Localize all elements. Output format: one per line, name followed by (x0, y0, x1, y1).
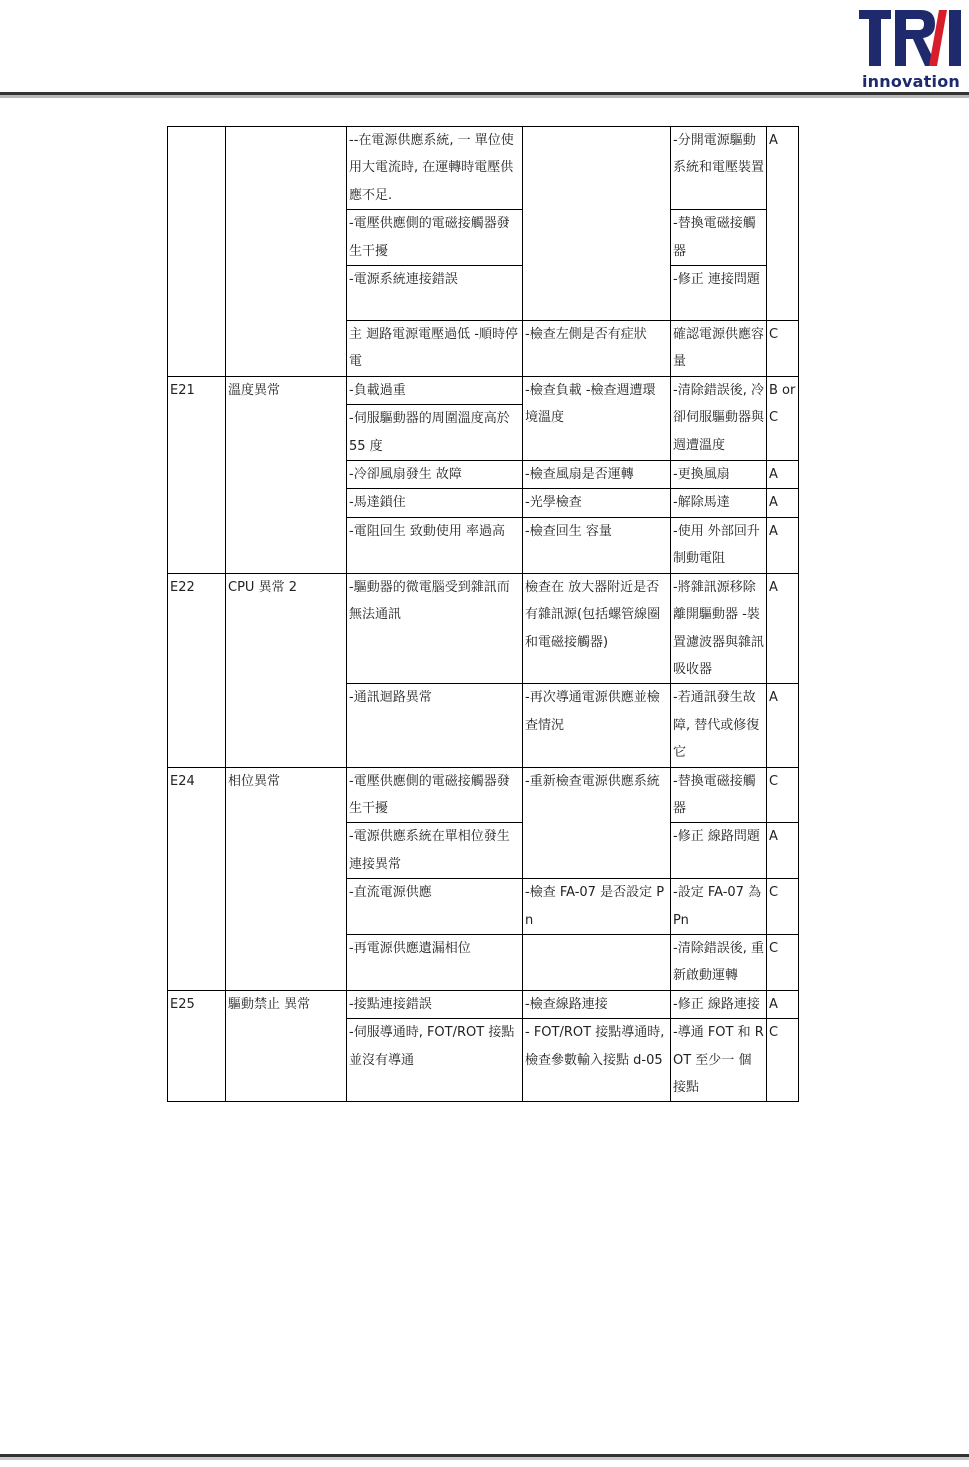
action-cell: -分開電源驅動系統和電壓裝置 (671, 127, 767, 210)
grade-cell: A (767, 823, 799, 879)
table-row (168, 767, 799, 823)
check-cell: -再次導通電源供應並檢查情況 (523, 684, 671, 767)
check-cell (523, 934, 671, 990)
code-cell: E22 (168, 573, 226, 767)
check-cell: -檢查線路連接 (523, 990, 671, 1018)
action-cell: -導通 FOT 和 ROT 至少一 個接點 (671, 1019, 767, 1102)
table-row (168, 376, 799, 404)
name-cell: CPU 異常 2 (226, 573, 347, 767)
action-cell: -使用 外部回升制動電阻 (671, 517, 767, 573)
cause-cell: -伺服導通時, FOT/ROT 接點並沒有導通 (347, 1019, 523, 1102)
table-row (168, 990, 799, 1018)
action-cell: -更換風扇 (671, 461, 767, 489)
action-cell: -修正 線路連接 (671, 990, 767, 1018)
code-cell: E21 (168, 376, 226, 573)
cause-cell: -電壓供應側的電磁接觸器發生干擾 (347, 767, 523, 823)
code-cell: E24 (168, 767, 226, 990)
check-cell: -檢查左側是否有症狀 (523, 321, 671, 377)
name-cell: 相位異常 (226, 767, 347, 990)
grade-cell: A (767, 489, 799, 517)
check-cell: -檢查負載 -檢查週遭環境溫度 (523, 376, 671, 460)
action-cell: 確認電源供應容量 (671, 321, 767, 377)
action-cell: -若通訊發生故障, 替代或修復它 (671, 684, 767, 767)
grade-cell: C (767, 879, 799, 935)
action-cell: -解除馬達 (671, 489, 767, 517)
header-rule-shadow (0, 95, 969, 98)
action-cell: -清除錯誤後, 重新啟動運轉 (671, 934, 767, 990)
action-cell: -設定 FA-07 為 Pn (671, 879, 767, 935)
grade-cell: B or C (767, 376, 799, 460)
grade-cell: A (767, 684, 799, 767)
cause-cell: -伺服驅動器的周圍溫度高於 55 度 (347, 405, 523, 461)
logo-subtitle: innovation (862, 72, 960, 91)
name-cell (226, 127, 347, 377)
cause-cell: -再電源供應遺漏相位 (347, 934, 523, 990)
name-cell: 溫度異常 (226, 376, 347, 573)
cause-cell: -冷卻風扇發生 故障 (347, 461, 523, 489)
check-cell: -光學檢查 (523, 489, 671, 517)
action-cell: -修正 線路問題 (671, 823, 767, 879)
check-cell: -重新檢查電源供應系統 (523, 767, 671, 879)
code-cell (168, 127, 226, 377)
check-cell: -檢查回生 容量 (523, 517, 671, 573)
table-row (168, 573, 799, 684)
grade-cell: C (767, 1019, 799, 1102)
action-cell: -替換電磁接觸器 (671, 210, 767, 266)
check-cell: -檢查風扇是否運轉 (523, 461, 671, 489)
cause-cell: -驅動器的微電腦受到雜訊而 無法通訊 (347, 573, 523, 684)
cause-cell: -通訊迴路異常 (347, 684, 523, 767)
cause-cell: -負載過重 (347, 376, 523, 404)
cause-cell: -電源供應系統在單相位發生 連接異常 (347, 823, 523, 879)
cause-cell: -電壓供應側的電磁接觸器發生干擾 (347, 210, 523, 266)
grade-cell: A (767, 461, 799, 489)
action-cell: -修正 連接問題 (671, 266, 767, 321)
action-cell: -替換電磁接觸器 (671, 767, 767, 823)
cause-cell: -直流電源供應 (347, 879, 523, 935)
check-cell: -檢查 FA-07 是否設定 Pn (523, 879, 671, 935)
footer-rule-shadow (0, 1457, 969, 1460)
cause-cell: --在電源供應系統, 一 單位使用大電流時, 在運轉時電壓供應不足. (347, 127, 523, 210)
cause-cell: -馬達鎖住 (347, 489, 523, 517)
cause-cell: -電源系統連接錯誤 (347, 266, 523, 321)
grade-cell: C (767, 321, 799, 377)
cause-cell: -電阻回生 致動使用 率過高 (347, 517, 523, 573)
cause-cell: 主 迴路電源電壓過低 -順時停電 (347, 321, 523, 377)
grade-cell: A (767, 517, 799, 573)
grade-cell: C (767, 934, 799, 990)
table-row (168, 127, 799, 210)
company-logo (855, 6, 967, 90)
cause-cell: -接點連接錯誤 (347, 990, 523, 1018)
name-cell: 驅動禁止 異常 (226, 990, 347, 1102)
grade-cell: A (767, 573, 799, 684)
grade-cell: A (767, 990, 799, 1018)
grade-cell: C (767, 767, 799, 823)
error-code-table (167, 126, 799, 1102)
code-cell: E25 (168, 990, 226, 1102)
action-cell: -將雜訊源移除離開驅動器 -裝置濾波器與雜訊吸收器 (671, 573, 767, 684)
check-cell: 檢查在 放大器附近是否有雜訊源(包括螺管線圈和電磁接觸器) (523, 573, 671, 684)
check-cell: - FOT/ROT 接點導通時, 檢查參數輸入接點 d-05 (523, 1019, 671, 1102)
logo-mark (855, 6, 967, 72)
check-cell (523, 127, 671, 321)
grade-cell: A (767, 127, 799, 321)
action-cell: -清除錯誤後, 冷卻伺服驅動器與週遭溫度 (671, 376, 767, 460)
